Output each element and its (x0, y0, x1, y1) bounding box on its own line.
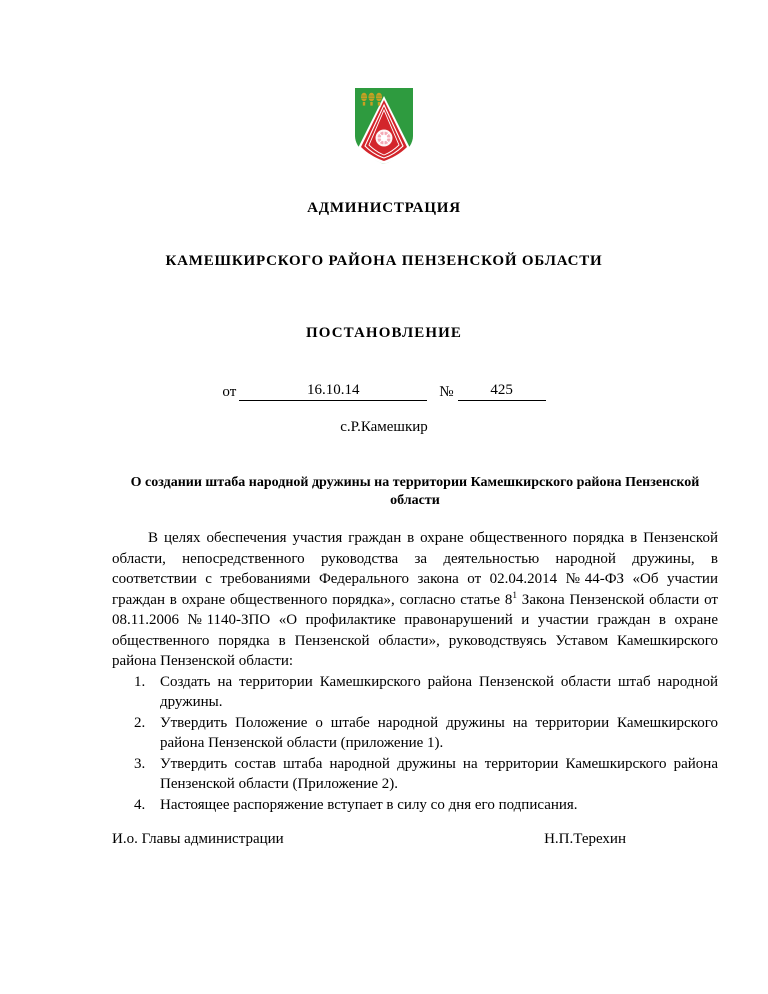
list-item-marker: 3. (134, 755, 146, 772)
header-document-type: ПОСТАНОВЛЕНИЕ (305, 325, 463, 341)
document-title (112, 474, 718, 510)
dateline-date-field: 16.10.14 (239, 381, 427, 401)
list-item-text: Утвердить Положение о штабе народной дружины на территории Камешкирского района Пензенской области (приложение 1). (160, 714, 718, 751)
emblem-container (0, 86, 768, 166)
dateline (64, 379, 704, 401)
resolution-items-list (112, 672, 718, 816)
hop-cones-charge (361, 93, 382, 106)
coat-of-arms-icon (353, 86, 415, 166)
document-title-line1: О создании штаба народной дружины на территории Камешкирского района (130, 475, 622, 490)
dateline-number-field: 425 (458, 381, 546, 401)
list-item (112, 713, 718, 754)
preamble-text-part2: Закона Пензенской области от 08.11.2006 №1140-ЗПО «О профилактике правонарушений и участии граждан в охране общественного порядка в Пензенской области», руководствуясь Уставом Камешкирского района Пензенской области: (112, 591, 718, 669)
city-line: с.Р.Камешкир (340, 419, 428, 435)
list-item (112, 754, 718, 795)
list-item-marker: 2. (134, 714, 146, 731)
header-region: КАМЕШКИРСКОГО РАЙОНА ПЕНЗЕНСКОЙ ОБЛАСТИ (165, 253, 603, 269)
header-administration: АДМИНИСТРАЦИЯ (307, 200, 461, 216)
list-item-text: Создать на территории Камешкирского района Пензенской области штаб народной дружины. (160, 673, 718, 710)
document-body (112, 528, 718, 815)
list-item-marker: 1. (134, 673, 146, 690)
list-item-text: Утвердить состав штаба народной дружины на территории Камешкирского района Пензенской области (Приложение 2). (160, 755, 718, 792)
list-item (112, 672, 718, 713)
signature-position: И.о. Главы администрации (112, 831, 284, 847)
document-title-line2: Пензенской области (390, 475, 700, 508)
list-item-marker: 4. (134, 796, 146, 813)
signature-name: Н.П.Терехин (544, 831, 626, 847)
preamble-paragraph (112, 528, 718, 672)
list-item-text: Настоящее распоряжение вступает в силу со дня его подписания. (160, 796, 578, 813)
signature-row (112, 831, 718, 848)
list-item (112, 795, 718, 816)
preamble-text-part1: В целях обеспечения участия граждан в охране общественного порядка в Пензенской области, непосредственного руководства за деятельностью народной дружины, в соответствии с требованиями Федерального закона от 02.04.2014 №44-ФЗ «Об участии граждан в охране общественного порядка», согласно статье 8 (112, 530, 718, 608)
dateline-number-label: № (439, 384, 454, 400)
dateline-from-label: от (222, 384, 237, 400)
preamble-superscript: 1 (512, 590, 517, 601)
